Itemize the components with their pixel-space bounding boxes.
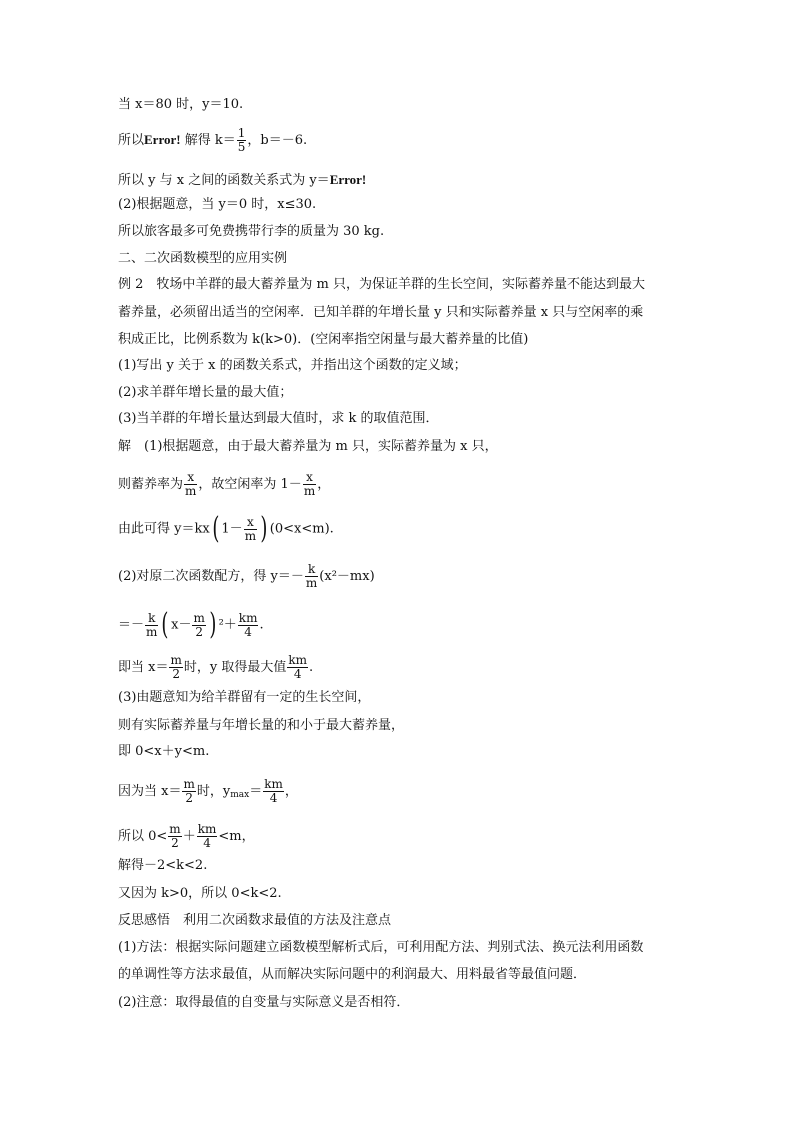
text-line: 又因为 k>0，所以 0<k<2. — [118, 886, 282, 901]
left-paren: ( — [212, 511, 220, 546]
denominator: 4 — [269, 791, 278, 805]
text-span: 时，y 取得最大值 — [183, 660, 287, 675]
fraction — [182, 778, 195, 805]
text-line: (2)注意：取得最值的自变量与实际意义是否相符． — [118, 995, 410, 1010]
left-paren: ( — [161, 607, 169, 642]
denominator: 2 — [185, 791, 193, 805]
text-span: ＋ — [182, 829, 196, 844]
text-line — [118, 127, 307, 154]
fraction — [192, 612, 205, 639]
denominator: 2 — [171, 836, 179, 850]
text-line: 积成正比，比例系数为 k(k>0)．(空闲率指空闲量与最大蓄养量的比值) — [118, 332, 529, 347]
text-span: ，故空闲率为 1－ — [198, 477, 302, 492]
text-line: (2)求羊群年增长量的最大值； — [118, 385, 293, 400]
fraction — [305, 563, 318, 590]
numerator: x — [184, 471, 197, 485]
denominator: 4 — [244, 624, 252, 639]
denominator: 5 — [237, 140, 246, 154]
fraction — [145, 612, 158, 639]
text-span: 即当 x＝ — [118, 660, 169, 675]
fraction — [169, 654, 182, 681]
numerator: km — [264, 777, 283, 791]
denominator: 2 — [195, 624, 203, 639]
numerator: km — [197, 822, 217, 836]
fraction — [168, 823, 181, 850]
text-span: . — [309, 660, 314, 675]
fraction — [303, 471, 316, 498]
text-line — [118, 607, 264, 642]
text-span: 则蓄养率为 — [118, 477, 184, 492]
numerator: k — [305, 563, 318, 577]
fraction — [244, 516, 257, 543]
denominator: m — [303, 484, 316, 498]
numerator: m — [183, 777, 195, 791]
text-line — [118, 778, 298, 805]
text-line: 则有实际蓄养量与年增长量的和小于最大蓄养量， — [118, 718, 405, 733]
error-text: Error! — [329, 172, 367, 187]
numerator: km — [288, 653, 307, 667]
right-paren: ) — [260, 511, 268, 546]
numerator: k — [145, 612, 158, 626]
text-span: 时，y — [196, 784, 231, 799]
fraction — [287, 654, 308, 681]
text-span: ＝ — [249, 784, 263, 799]
denominator: 4 — [203, 836, 211, 850]
denominator: m — [244, 528, 257, 543]
text-span: ， — [317, 477, 331, 492]
numerator: 1 — [237, 126, 246, 140]
text-line — [118, 654, 313, 681]
text-span: 1－ — [221, 521, 243, 537]
denominator: 2 — [172, 667, 180, 681]
text-line: 所以旅客最多可免费携带行李的质量为 30 kg. — [118, 224, 385, 239]
denominator: m — [305, 576, 318, 590]
text-line: (1)写出 y 关于 x 的函数关系式，并指出这个函数的定义域； — [118, 358, 467, 373]
text-line: 解得－2<k<2. — [118, 858, 208, 873]
text-line — [118, 172, 366, 189]
subscript: max — [230, 790, 250, 800]
fraction — [184, 471, 197, 498]
denominator: 4 — [293, 667, 302, 681]
text-line — [118, 471, 330, 498]
text-span: (x²－mx) — [319, 569, 375, 584]
numerator: x — [244, 516, 257, 530]
text-span: 所以 — [118, 133, 145, 148]
text-line: 蓄养量，必须留出适当的空闲率．已知羊群的年增长量 y 只和实际蓄养量 x 只与空闲率的乘 — [118, 305, 644, 320]
fraction — [238, 612, 259, 639]
text-line: (2)根据题意，当 y＝0 时，x≤30. — [118, 197, 317, 212]
text-line — [118, 823, 255, 850]
text-line — [118, 563, 375, 590]
fraction — [197, 823, 218, 850]
section-heading: 反思感悟 利用二次函数求最值的方法及注意点 — [118, 913, 392, 928]
numerator: m — [170, 653, 182, 667]
numerator: m — [169, 822, 181, 836]
section-heading: 二、二次函数模型的应用实例 — [118, 251, 288, 266]
text-span: ²＋ — [218, 617, 237, 633]
text-span: (2)对原二次函数配方，得 y＝－ — [118, 569, 304, 584]
text-span: ， — [284, 784, 298, 799]
error-text: Error! — [144, 132, 181, 147]
denominator: m — [146, 624, 158, 639]
right-paren: ) — [209, 607, 217, 642]
numerator: m — [193, 610, 205, 625]
text-span: . — [259, 617, 264, 633]
numerator: x — [303, 471, 316, 485]
text-line — [118, 511, 334, 546]
text-span: 解得 k＝ — [180, 133, 236, 148]
text-span: <m， — [218, 829, 255, 844]
text-line: 例 2 牧场中羊群的最大蓄养量为 m 只，为保证羊群的生长空间，实际蓄养量不能达到最大 — [118, 277, 645, 292]
text-line: 当 x＝80 时，y＝10. — [118, 97, 244, 112]
text-line: 的单调性等方法求最值，从而解决实际问题中的利润最大、用料最省等最值问题． — [118, 967, 587, 982]
text-line: (1)方法：根据实际问题建立函数模型解析式后，可利用配方法、判别式法、换元法利用函数 — [118, 940, 644, 955]
text-line: (3)由题意知为给羊群留有一定的生长空间， — [118, 690, 371, 705]
text-span: 所以 0< — [118, 829, 168, 844]
fraction — [237, 127, 247, 154]
denominator: m — [185, 484, 197, 498]
text-span: ，b＝－6. — [247, 133, 308, 148]
text-span: x－ — [171, 617, 192, 633]
text-line: 即 0<x＋y<m. — [118, 744, 210, 759]
numerator: km — [238, 610, 258, 625]
text-span: 因为当 x＝ — [118, 784, 182, 799]
text-line: (3)当羊群的年增长量达到最大值时，求 k 的取值范围． — [118, 411, 439, 426]
text-span: 由此可得 y＝kx — [118, 521, 210, 537]
text-line: 解 (1)根据题意，由于最大蓄养量为 m 只，实际蓄养量为 x 只， — [118, 439, 498, 454]
text-span: 所以 y 与 x 之间的函数关系式为 y＝ — [118, 173, 330, 188]
text-span: ＝－ — [118, 617, 145, 633]
fraction — [263, 778, 284, 805]
text-span: (0<x<m). — [269, 521, 334, 537]
